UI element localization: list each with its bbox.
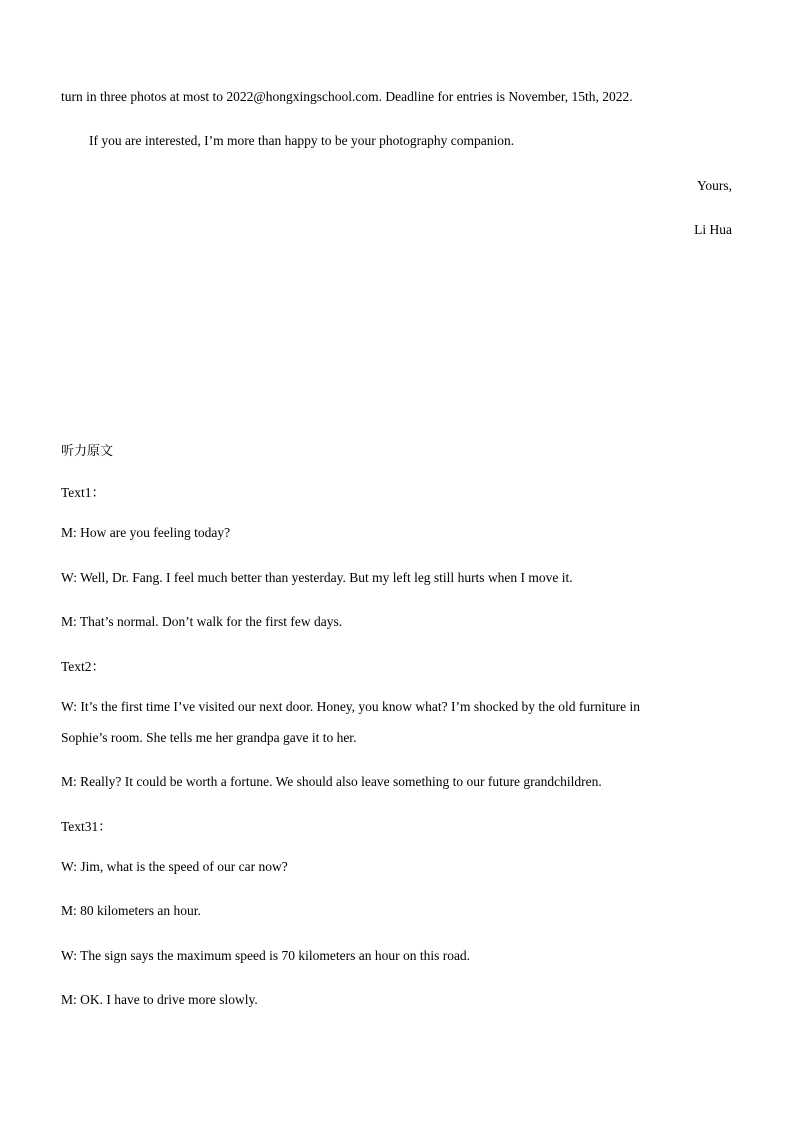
letter-line-2: If you are interested, I’m more than happy to be your photography companion. (89, 133, 515, 148)
dialogue-line: W: Well, Dr. Fang. I feel much better than yesterday. But my left leg still hurts when I move it. (61, 570, 573, 585)
letter-signature: Li Hua (694, 222, 732, 237)
dialogue-line: Sophie’s room. She tells me her grandpa gave it to her. (61, 730, 357, 745)
dialogue-line: W: The sign says the maximum speed is 70 kilometers an hour on this road. (61, 948, 471, 963)
dialogue-line: M: That’s normal. Don’t walk for the first few days. (61, 614, 343, 629)
letter-closing: Yours, (696, 178, 732, 193)
dialogue-line: W: Jim, what is the speed of our car now? (61, 859, 288, 874)
dialogue-line: M: 80 kilometers an hour. (61, 903, 201, 918)
section-label-text31: Text31： (61, 819, 112, 834)
section-label-text2: Text2： (61, 659, 106, 674)
dialogue-line: M: How are you feeling today? (61, 525, 231, 540)
dialogue-line: M: Really? It could be worth a fortune. We should also leave something to our future grandchildren. (61, 774, 602, 789)
dialogue-line: W: It’s the first time I’ve visited our next door. Honey, you know what? I’m shocked by the old furniture in (61, 699, 640, 714)
section-label-text1: Text1： (61, 485, 106, 500)
letter-line-1: turn in three photos at most to 2022@hongxingschool.com. Deadline for entries is November, 15th, 2022. (61, 89, 633, 104)
transcript-heading: 听力原文 (61, 444, 114, 459)
dialogue-line: M: OK. I have to drive more slowly. (61, 992, 258, 1007)
